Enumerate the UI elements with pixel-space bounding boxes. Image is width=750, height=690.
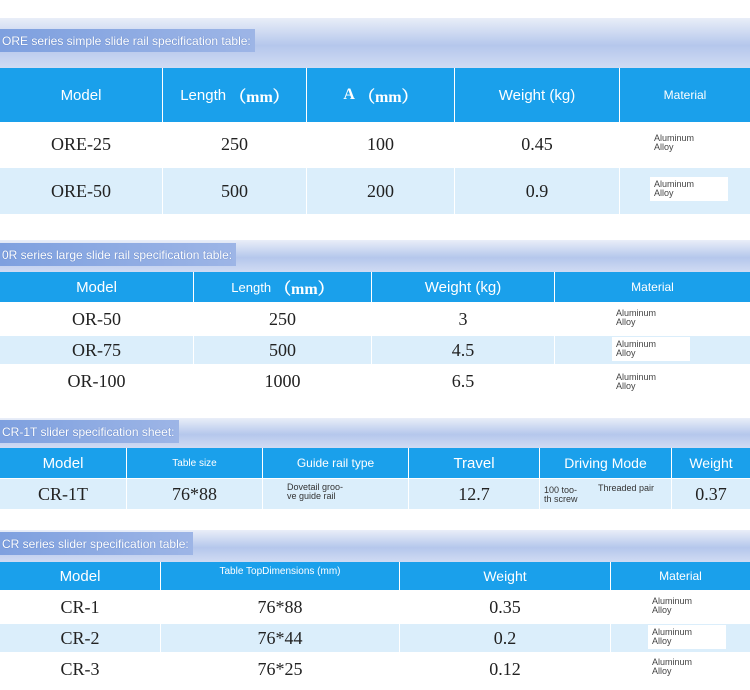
or-row1-material: Aluminum Alloy [612,306,690,330]
or-section-title: 0R series large slide rail specification table: [0,243,236,266]
cr-header-dimensions: Table Top Dimensions (mm) [161,562,399,590]
cr-row3-material: Aluminum Alloy [648,655,726,679]
or-row3-length: 1000 [194,367,371,395]
ore-section-title: ORE series simple slide rail specification table: [0,29,255,52]
cr-header-material: Material [611,562,750,590]
cr-row1-model: CR-1 [0,593,160,621]
cr-row2-dim: 76*44 [161,624,399,652]
or-row1-length: 250 [194,305,371,333]
or-row3-weight: 6.5 [372,367,554,395]
or-row2-model: OR-75 [0,336,193,364]
cr-section-title-bar [0,530,750,562]
ore-row1-a: 100 [307,122,454,167]
cr1t-header-travel: Travel [409,448,539,478]
ore-row2-length: 500 [163,168,306,214]
or-row2-length: 500 [194,336,371,364]
cr-row3-model: CR-3 [0,655,160,683]
ore-header-weight: Weight (kg) [455,68,619,122]
or-row1-model: OR-50 [0,305,193,333]
ore-header-row [0,68,750,122]
ore-row1-weight: 0.45 [455,122,619,167]
ore-row1-length: 250 [163,122,306,167]
ore-row2-a: 200 [307,168,454,214]
cr1t-row-size: 76*88 [127,479,262,509]
cr1t-row-drive-pair: Threaded pair [598,483,655,493]
cr1t-row-rail: Dovetail groo- ve guide rail [287,482,344,501]
or-header-length: Length （mm） [194,272,371,302]
cr-row3-dim: 76*25 [161,655,399,683]
or-row2-weight: 4.5 [372,336,554,364]
cr-header-weight: Weight [400,562,610,590]
cr-row2-model: CR-2 [0,624,160,652]
cr1t-section-title-bar [0,418,750,448]
or-row3-material: Aluminum Alloy [612,370,690,394]
ore-header-material: Material [620,68,750,122]
cr-section-title: CR series slider specification table: [0,532,193,555]
cr1t-header-model: Model [0,448,126,478]
ore-row1-model: ORE-25 [0,122,162,167]
cr-row1-weight: 0.35 [400,593,610,621]
or-header-material: Material [555,272,750,302]
cr-row2-weight: 0.2 [400,624,610,652]
cr1t-row-travel: 12.7 [409,479,539,509]
ore-row2-weight: 0.9 [455,168,619,214]
ore-section-title-bar [0,18,750,68]
cr-row1-dim: 76*88 [161,593,399,621]
or-header-model: Model [0,272,193,302]
cr-header-model: Model [0,562,160,590]
cr1t-row-weight: 0.37 [672,479,750,509]
ore-header-a: A （mm） [307,68,454,122]
cr1t-section-title: CR-1T slider specification sheet: [0,420,179,443]
ore-header-length: Length （mm） [163,68,306,122]
ore-row2-material: Aluminum Alloy [650,177,728,201]
cr-row3-weight: 0.12 [400,655,610,683]
ore-row2-model: ORE-50 [0,168,162,214]
cr1t-row-drive-screw: 100 too- th screw [544,486,578,502]
cr1t-header-guide-rail: Guide rail type [263,448,408,478]
or-header-weight: Weight (kg) [372,272,554,302]
or-header-row [0,272,750,302]
ore-row1-material: Aluminum Alloy [650,131,728,155]
cr-row1-material: Aluminum Alloy [648,594,726,618]
or-section-title-bar [0,240,750,272]
or-row1-weight: 3 [372,305,554,333]
cr1t-header-weight: Weight [672,448,750,478]
cr-header-row [0,562,750,590]
or-row2-material: Aluminum Alloy [612,337,690,361]
cr1t-header-driving-mode: Driving Mode [540,448,671,478]
or-row3-model: OR-100 [0,367,193,395]
cr1t-header-table-size: Table size [127,448,262,478]
ore-header-model: Model [0,68,162,122]
cr-row2-material: Aluminum Alloy [648,625,726,649]
cr1t-header-row [0,448,750,478]
cr1t-row-model: CR-1T [0,479,126,509]
